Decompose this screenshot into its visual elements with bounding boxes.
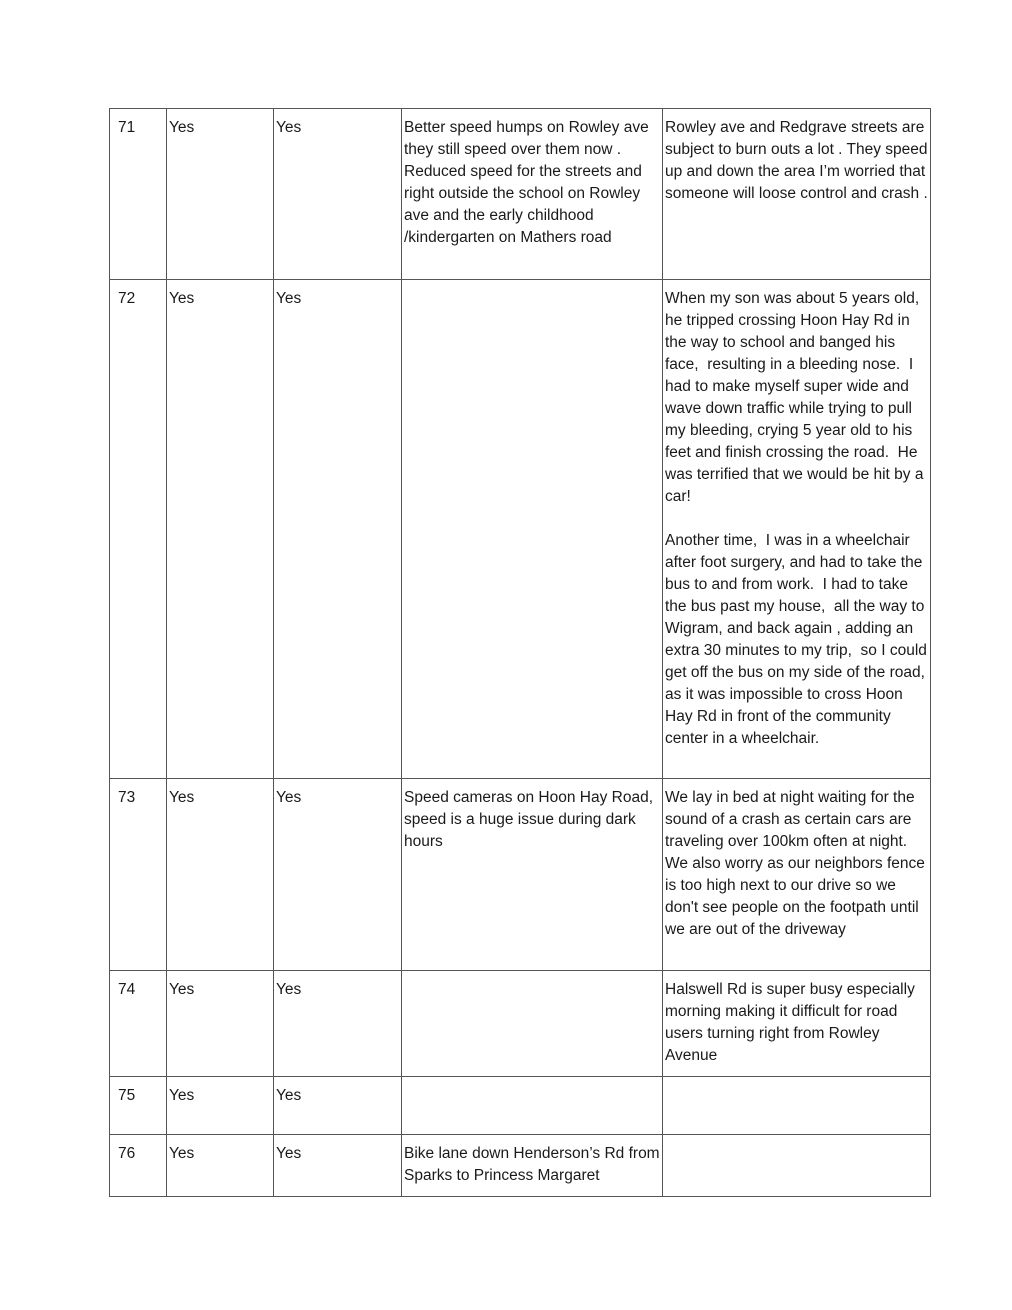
comment-cell bbox=[663, 1135, 931, 1197]
responses-table bbox=[109, 108, 931, 1197]
answer-cell: Yes bbox=[167, 280, 274, 779]
answer-cell: Yes bbox=[274, 779, 402, 971]
answer-cell: Yes bbox=[274, 971, 402, 1077]
comment-cell: Halswell Rd is super busy especially morning making it difficult for road users turning right from Rowley Avenue bbox=[663, 971, 931, 1077]
suggestion-cell: Speed cameras on Hoon Hay Road, speed is a huge issue during dark hours bbox=[402, 779, 663, 971]
table-row bbox=[110, 779, 931, 971]
answer-cell: Yes bbox=[274, 109, 402, 280]
answer-cell: Yes bbox=[274, 1135, 402, 1197]
row-number: 72 bbox=[110, 280, 167, 779]
comment-cell bbox=[663, 1077, 931, 1135]
row-number: 74 bbox=[110, 971, 167, 1077]
table-row bbox=[110, 109, 931, 280]
suggestion-cell bbox=[402, 1077, 663, 1135]
comment-cell: Rowley ave and Redgrave streets are subject to burn outs a lot . They speed up and down the area I’m worried that someone will loose control and crash . bbox=[663, 109, 931, 280]
table-row bbox=[110, 1135, 931, 1197]
comment-cell: We lay in bed at night waiting for the sound of a crash as certain cars are traveling over 100km often at night. We also worry as our neighbors fence is too high next to our drive so we don't see people on the footpath until we are out of the driveway bbox=[663, 779, 931, 971]
suggestion-cell bbox=[402, 280, 663, 779]
row-number: 75 bbox=[110, 1077, 167, 1135]
table-row bbox=[110, 280, 931, 779]
suggestion-cell bbox=[402, 971, 663, 1077]
row-number: 73 bbox=[110, 779, 167, 971]
table-row bbox=[110, 1077, 931, 1135]
answer-cell: Yes bbox=[167, 1077, 274, 1135]
answer-cell: Yes bbox=[274, 1077, 402, 1135]
row-number: 76 bbox=[110, 1135, 167, 1197]
table-row bbox=[110, 971, 931, 1077]
comment-cell: When my son was about 5 years old, he tripped crossing Hoon Hay Rd in the way to school and banged his face, resulting in a bleeding nose. I had to make myself super wide and wave down traffic while trying to pull my bleeding, crying 5 year old to his feet and finish crossing the road. He was terrified that we would be hit by a car! Another time, I was in a wheelchair after foot surgery, and had to take the bus to and from work. I had to take the bus past my house, all the way to Wigram, and back again , adding an extra 30 minutes to my trip, so I could get off the bus on my side of the road, as it was impossible to cross Hoon Hay Rd in front of the community center in a wheelchair. bbox=[663, 280, 931, 779]
answer-cell: Yes bbox=[167, 779, 274, 971]
answer-cell: Yes bbox=[167, 971, 274, 1077]
suggestion-cell: Better speed humps on Rowley ave they still speed over them now . Reduced speed for the streets and right outside the school on Rowley ave and the early childhood /kindergarten on Mathers road bbox=[402, 109, 663, 280]
answer-cell: Yes bbox=[274, 280, 402, 779]
answer-cell: Yes bbox=[167, 1135, 274, 1197]
suggestion-cell: Bike lane down Henderson’s Rd from Sparks to Princess Margaret bbox=[402, 1135, 663, 1197]
row-number: 71 bbox=[110, 109, 167, 280]
answer-cell: Yes bbox=[167, 109, 274, 280]
